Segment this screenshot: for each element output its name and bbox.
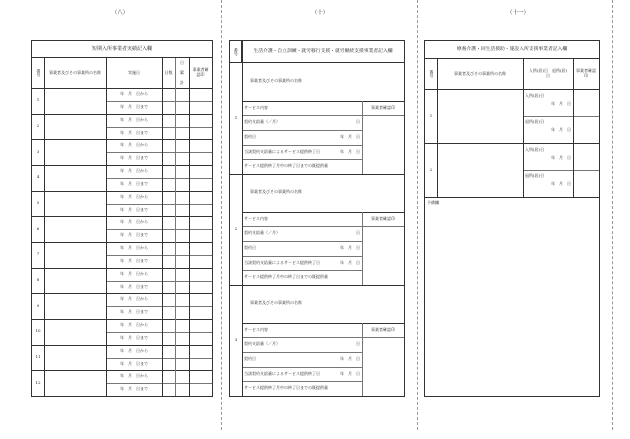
p10-provider-label: 事業者及びその事業所の名称 bbox=[250, 78, 302, 84]
p8-row-number: 1 bbox=[36, 97, 40, 103]
p10-line-rule bbox=[242, 352, 362, 353]
p10-provider-label: 事業者及びその事業所の名称 bbox=[250, 300, 302, 306]
p8-stamp-header: 事業者確認印 bbox=[192, 67, 209, 77]
p8-row-rule bbox=[32, 268, 212, 269]
p8-row-rule bbox=[32, 191, 212, 192]
p8-row-rule bbox=[32, 139, 212, 140]
p8-row-number: 9 bbox=[36, 302, 40, 308]
p11-stamp-header: 事業者確認印 bbox=[576, 68, 596, 78]
p10-line-rule bbox=[242, 381, 362, 382]
p10-end-label: 当該契約支給量によるサービス提供終了日 bbox=[244, 370, 320, 376]
p11-entry-number: 1 bbox=[429, 112, 433, 118]
p10-amount-label: 契約支給量（／月） bbox=[244, 341, 280, 347]
p8-row-number: 12 bbox=[35, 379, 41, 385]
p8-date-to: 年 月 日まで bbox=[120, 103, 148, 109]
p8-date-from: 年 月 日から bbox=[120, 142, 148, 148]
p10-number-header: 番号 bbox=[230, 41, 242, 63]
p11-out-label: 退所(居)日 bbox=[525, 172, 545, 178]
p11-half-rule bbox=[523, 116, 599, 117]
p10-contract-value: 年 月 日 bbox=[340, 133, 360, 139]
page-separator bbox=[417, 0, 418, 430]
short-stay-record-table bbox=[31, 40, 213, 397]
p10-line-rule bbox=[242, 270, 362, 271]
p10-contract-label: 契約日 bbox=[244, 355, 256, 361]
p10-contract-value: 年 月 日 bbox=[340, 244, 360, 250]
p8-half-rule bbox=[106, 127, 212, 128]
p11-in-value: 年 月 日 bbox=[551, 154, 571, 160]
p10-provider-label: 事業者及びその事業所の名称 bbox=[250, 189, 302, 195]
p10-used-label: サービス提供終了月中の終了日までの既提供量 bbox=[244, 274, 328, 280]
p8-date-to: 年 月 日まで bbox=[120, 180, 148, 186]
p10-end-value: 年 月 日 bbox=[340, 259, 360, 265]
p8-col-rule bbox=[175, 58, 176, 396]
p8-date-to: 年 月 日まで bbox=[120, 386, 148, 392]
p8-date-from: 年 月 日から bbox=[120, 347, 148, 353]
p10-contract-label: 契約日 bbox=[244, 133, 256, 139]
p10-block-rule bbox=[230, 285, 404, 286]
p10-end-value: 年 月 日 bbox=[340, 148, 360, 154]
p8-half-rule bbox=[106, 306, 212, 307]
p10-line-rule bbox=[242, 159, 362, 160]
p10-end-label: 当該契約支給量によるサービス提供終了日 bbox=[244, 259, 320, 265]
p8-date-to: 年 月 日まで bbox=[120, 155, 148, 161]
residential-service-record-table bbox=[424, 40, 600, 397]
p11-table-title: 療養介護・回生活援助・施設入所支援事業者記入欄 bbox=[425, 41, 599, 59]
p10-line-rule bbox=[242, 337, 362, 338]
p10-line-rule bbox=[242, 367, 362, 368]
p11-col-rule bbox=[437, 59, 438, 197]
p10-stamp-col-rule bbox=[362, 323, 363, 396]
p10-stamp-col-rule bbox=[362, 212, 363, 285]
p10-entry-number: 2 bbox=[234, 226, 238, 232]
p10-service-label: サービス内容 bbox=[244, 215, 268, 221]
p8-date-to: 年 月 日まで bbox=[120, 257, 148, 263]
p11-out-label: 退所(居)日 bbox=[525, 118, 545, 124]
p10-contract-value: 年 月 日 bbox=[340, 355, 360, 361]
p10-stamp-rule bbox=[362, 226, 404, 227]
p11-out-value: 年 月 日 bbox=[551, 126, 571, 132]
p10-line-rule bbox=[242, 130, 362, 131]
p11-in-label: 入所(居)日 bbox=[525, 146, 545, 152]
p10-table-title: 生活介護・自立訓練・就労移行支援・就労継続支援事業者記入欄 bbox=[242, 41, 404, 63]
p11-col-rule bbox=[573, 59, 574, 197]
daytime-service-record-table bbox=[229, 40, 405, 397]
p10-block-rule bbox=[230, 174, 404, 175]
p8-number-header: 番号 bbox=[36, 69, 42, 77]
p10-line-rule bbox=[242, 256, 362, 257]
p8-date-from: 年 月 日から bbox=[120, 373, 148, 379]
p11-col-rule bbox=[523, 59, 524, 197]
page-separator bbox=[221, 0, 222, 430]
p8-half-rule bbox=[106, 204, 212, 205]
p10-amount-label: 契約支給量（／月） bbox=[244, 119, 280, 125]
p8-half-rule bbox=[106, 358, 212, 359]
p11-in-value: 年 月 日 bbox=[551, 100, 571, 106]
p8-date-to: 年 月 日まで bbox=[120, 283, 148, 289]
p8-date-from: 年 月 日から bbox=[120, 193, 148, 199]
p8-date-from: 年 月 日から bbox=[120, 245, 148, 251]
p11-remarks-label: 予備欄 bbox=[427, 199, 439, 205]
p8-days-mid: 累 bbox=[180, 69, 184, 75]
short-stay-table-title: 短期入所事業者実績記入欄 bbox=[32, 41, 212, 58]
p8-row-number: 3 bbox=[36, 148, 40, 154]
p8-days-header: 日数 bbox=[164, 69, 173, 75]
p10-stamp-label: 事業者確認印 bbox=[371, 104, 395, 110]
p10-stamp-col-rule bbox=[362, 101, 363, 174]
p8-row-number: 11 bbox=[35, 354, 41, 360]
p10-end-value: 年 月 日 bbox=[340, 370, 360, 376]
p8-half-rule bbox=[106, 101, 212, 102]
p8-row-rule bbox=[32, 319, 212, 320]
p10-end-label: 当該契約支給量によるサービス提供終了日 bbox=[244, 148, 320, 154]
p10-line-rule bbox=[242, 145, 362, 146]
p10-stamp-rule bbox=[362, 115, 404, 116]
page-title-8: （八） bbox=[111, 10, 129, 16]
p10-contract-label: 契約日 bbox=[244, 244, 256, 250]
p8-date-from: 年 月 日から bbox=[120, 168, 148, 174]
p8-half-rule bbox=[106, 281, 212, 282]
p10-service-label: サービス内容 bbox=[244, 104, 268, 110]
p8-row-rule bbox=[32, 293, 212, 294]
p8-row-number: 5 bbox=[36, 200, 40, 206]
p8-row-number: 2 bbox=[36, 123, 40, 129]
p10-used-label: サービス提供終了月中の終了日までの既提供量 bbox=[244, 385, 328, 391]
p8-date-from: 年 月 日から bbox=[120, 219, 148, 225]
p10-service-label: サービス内容 bbox=[244, 326, 268, 332]
p8-col-rule bbox=[106, 58, 107, 396]
p8-half-rule bbox=[106, 229, 212, 230]
p8-col-rule bbox=[162, 58, 163, 396]
p8-half-rule bbox=[106, 152, 212, 153]
p8-date-to: 年 月 日まで bbox=[120, 206, 148, 212]
p8-half-rule bbox=[106, 383, 212, 384]
p10-amount-value: 日 bbox=[356, 341, 360, 347]
p8-row-rule bbox=[32, 370, 212, 371]
p10-amount-value: 日 bbox=[356, 230, 360, 236]
p8-row-number: 4 bbox=[36, 174, 40, 180]
p11-provider-header: 事業者及びその事業所の名称 bbox=[454, 70, 506, 76]
p10-stamp-rule bbox=[362, 337, 404, 338]
p10-number-col-rule bbox=[242, 41, 243, 396]
p8-row-number: 8 bbox=[36, 277, 40, 283]
p8-provider-header: 事業者及びその事業所の名称 bbox=[49, 69, 101, 75]
p10-stamp-label: 事業者確認印 bbox=[371, 215, 395, 221]
p8-date-from: 年 月 日から bbox=[120, 322, 148, 328]
p8-date-header: 実施日 bbox=[128, 69, 140, 75]
p8-days-bot: 計 bbox=[180, 79, 184, 85]
p8-date-from: 年 月 日から bbox=[120, 270, 148, 276]
p8-date-from: 年 月 日から bbox=[120, 116, 148, 122]
p8-col-rule bbox=[189, 58, 190, 396]
p8-row-number: 6 bbox=[36, 225, 40, 231]
page-title-11: （十一） bbox=[506, 10, 529, 16]
p8-row-rule bbox=[32, 242, 212, 243]
p8-date-from: 年 月 日から bbox=[120, 296, 148, 302]
p11-entry-number: 2 bbox=[429, 166, 433, 172]
p10-line-rule bbox=[242, 115, 362, 116]
p8-half-rule bbox=[106, 332, 212, 333]
p8-row-number: 7 bbox=[36, 251, 40, 257]
p11-in-label: 入所(居)日 bbox=[525, 92, 545, 98]
p8-date-to: 年 月 日まで bbox=[120, 232, 148, 238]
p11-half-rule bbox=[523, 170, 599, 171]
p8-date-to: 年 月 日まで bbox=[120, 360, 148, 366]
page-title-10: （十） bbox=[311, 10, 329, 16]
p10-line-rule bbox=[242, 241, 362, 242]
p10-amount-label: 契約支給量（／月） bbox=[244, 230, 280, 236]
p8-row-number: 10 bbox=[35, 328, 41, 334]
p8-half-rule bbox=[106, 255, 212, 256]
p8-row-rule bbox=[32, 216, 212, 217]
p8-date-to: 年 月 日まで bbox=[120, 309, 148, 315]
p8-row-rule bbox=[32, 165, 212, 166]
p10-entry-number: 3 bbox=[234, 337, 238, 343]
page-separator bbox=[612, 0, 613, 430]
p8-row-rule bbox=[32, 345, 212, 346]
p10-line-rule bbox=[242, 226, 362, 227]
p8-row-rule bbox=[32, 114, 212, 115]
p10-entry-number: 1 bbox=[234, 115, 238, 121]
p10-stamp-label: 事業者確認印 bbox=[371, 326, 395, 332]
p8-date-from: 年 月 日から bbox=[120, 91, 148, 97]
p11-inout-header: 入所(居)日 退所(居)日 bbox=[528, 68, 568, 78]
p8-date-to: 年 月 日まで bbox=[120, 334, 148, 340]
p10-amount-value: 日 bbox=[356, 119, 360, 125]
p11-out-value: 年 月 日 bbox=[551, 180, 571, 186]
p8-date-to: 年 月 日まで bbox=[120, 129, 148, 135]
p8-half-rule bbox=[106, 178, 212, 179]
p11-number-header: 番号 bbox=[429, 70, 435, 78]
p10-used-label: サービス提供終了月中の終了日までの既提供量 bbox=[244, 163, 328, 169]
p8-col-rule bbox=[44, 58, 45, 396]
p8-days-top: 日 bbox=[180, 59, 184, 65]
